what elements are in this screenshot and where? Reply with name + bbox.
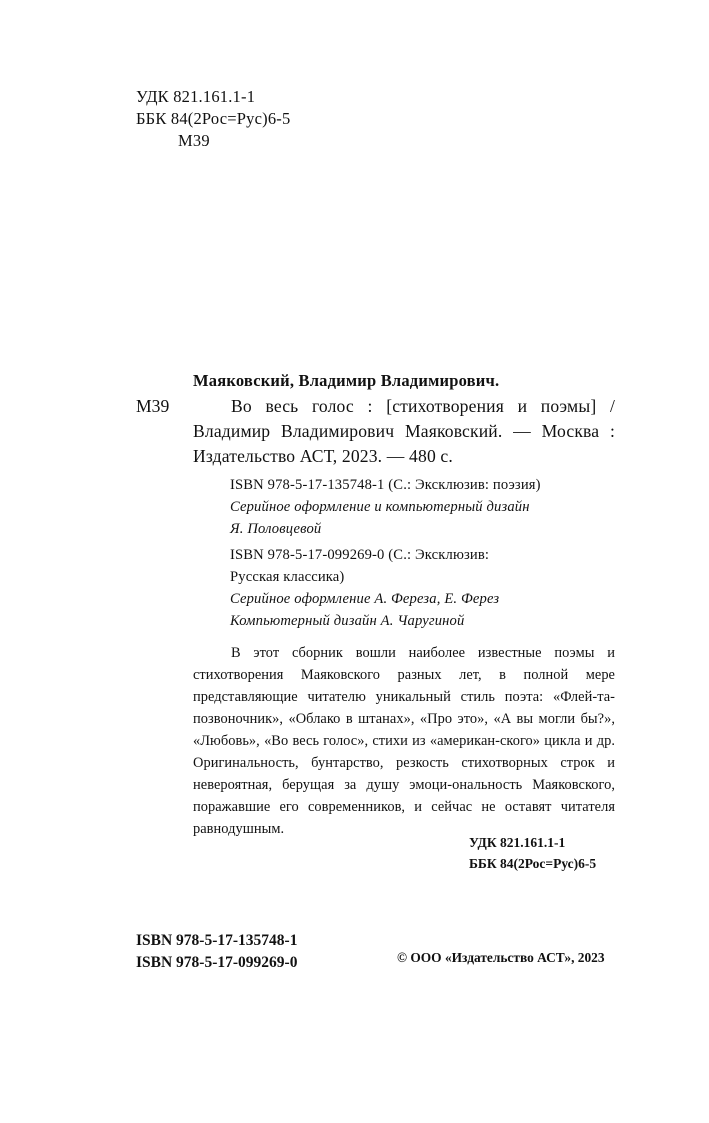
- bbk-code-bottom: ББК 84(2Рос=Рус)6-5: [469, 856, 597, 871]
- footer-isbn-1: ISBN 978-5-17-135748-1: [136, 932, 298, 949]
- entry-body: Во весь голос : [стихотворения и поэмы] / Владимир Владимирович Маяковский. — Москва : Издательство АСТ, 2023. — 480 с.: [193, 396, 615, 466]
- isbn-series-name: Русская классика): [230, 569, 345, 585]
- annotation: [193, 642, 615, 840]
- isbn-line: ISBN 978-5-17-099269-0 (С.: Эксклюзив:: [230, 547, 490, 563]
- footer-isbn-list: [136, 930, 297, 974]
- margin-author-mark: М39: [136, 396, 170, 416]
- annotation-text: В этот сборник вошли наиболее известные поэмы и стихотворения Маяковского разных лет, в полной мере представляющие читателю уникальный стиль поэта: «Флей-та-позвоночник», «Облако в штанах», «Про это», «А вы могли бы?», «Любовь», «Во весь голос», стихи из «американ-ского» цикла и др. Оригинальность, бунтарство, резкость стихотворных строк и невероятная, берущая за душу эмоци-ональность Маяковского, поражавшие его современников, и сейчас не оставят читателя равнодушным.: [193, 645, 615, 837]
- bibliographic-description: [193, 394, 615, 469]
- footer-isbn-2: ISBN 978-5-17-099269-0: [136, 954, 298, 971]
- copyright-notice: © ООО «Издательство АСТ», 2023: [397, 950, 605, 965]
- author-mark-top: М39: [178, 131, 210, 150]
- classification-bottom: [469, 832, 596, 874]
- isbn-line: ISBN 978-5-17-135748-1 (С.: Эксклюзив: поэзия): [230, 477, 541, 493]
- isbn-series-1: [230, 474, 541, 540]
- udk-code-top: УДК 821.161.1-1: [136, 87, 256, 106]
- udk-code-bottom: УДК 821.161.1-1: [469, 835, 566, 850]
- author-heading: Маяковский, Владимир Владимирович.: [193, 371, 500, 390]
- isbn-series-2: [230, 544, 499, 632]
- bbk-code-top: ББК 84(2Рос=Рус)6-5: [136, 109, 291, 128]
- design-credit-computer: Компьютерный дизайн А. Чаругиной: [230, 613, 465, 629]
- design-credit: Серийное оформление и компьютерный дизайн: [230, 499, 530, 515]
- design-credit: Серийное оформление А. Фереза, Е. Ферез: [230, 591, 500, 607]
- design-credit-name: Я. Половцевой: [230, 521, 322, 537]
